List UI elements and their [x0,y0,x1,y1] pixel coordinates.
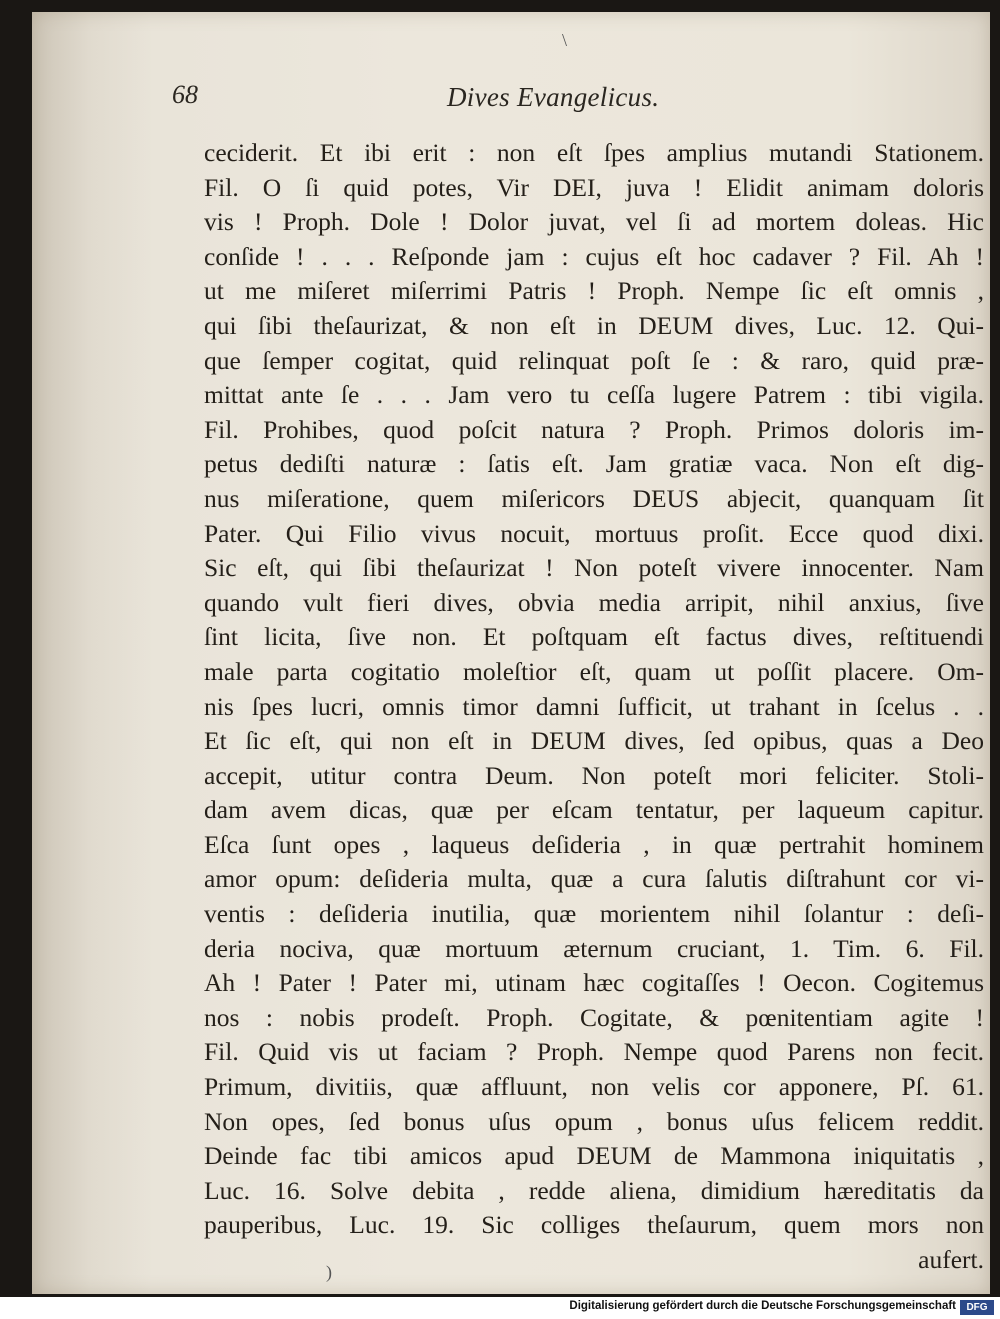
bottom-printer-mark: ) [326,1262,332,1282]
text-line: Ah ! Pater ! Pater mi, utinam hæc cogitaſſes ! Oecon. Cogitemus [204,968,984,998]
text-line-final: aufert. [918,1245,984,1274]
running-head: Dives Evangelicus. [447,82,660,112]
text-line: petus dediſti naturæ : ſatis eſt. Jam gratiæ vaca. Non eſt dig- [204,449,984,479]
top-printer-mark: \ [562,30,568,50]
text-line: ventis : deſideria inutilia, quæ morientem nihil ſolantur : deſi- [204,899,984,929]
text-line: vis ! Proph. Dole ! Dolor juvat, vel ſi ad mortem doleas. Hic [204,207,984,237]
text-line: Non opes, ſed bonus uſus opum , bonus uſus felicem reddit. [204,1106,984,1136]
page-number: 68 [172,80,198,109]
text-line: qui ſibi theſaurizat, & non eſt in DEUM dives, Luc. 12. Qui- [204,310,984,340]
text-line: Deinde fac tibi amicos apud DEUM de Mammona iniquitatis , [204,1141,984,1171]
text-line: ceciderit. Et ibi erit : non eſt ſpes amplius mutandi Stationem. [204,138,984,167]
text-line: conſide ! . . . Reſponde jam : cujus eſt hoc cadaver ? Fil. Ah ! [204,241,984,271]
text-line: Fil. Quid vis ut faciam ? Proph. Nempe quod Parens non fecit. [204,1037,984,1067]
text-line: ſint licita, ſive non. Et poſtquam eſt factus dives, reſtituendi [204,622,984,652]
digitization-footer [0,1297,1000,1319]
text-line: nis ſpes lucri, omnis timor damni ſufficit, ut trahant in ſcelus . . [204,691,984,721]
text-line: nus miſeratione, quem miſericors DEUS abjecit, quanquam ſit [204,483,984,513]
text-line: Luc. 16. Solve debita , redde aliena, dimidium hæreditatis da [204,1175,984,1205]
text-line: Fil. Prohibes, quod poſcit natura ? Proph. Primos doloris im- [204,414,984,444]
text-line: ut me miſeret miſerrimi Patris ! Proph. Nempe ſic eſt omnis , [204,276,984,306]
book-page [32,12,990,1294]
text-line: que ſemper cogitat, quid relinquat poſt ſe : & raro, quid præ- [204,345,984,375]
text-line: dam avem dicas, quæ per eſcam tentatur, per laqueum capitur. [204,795,984,825]
text-line: mittat ante ſe . . . Jam vero tu ceſſa lugere Patrem : tibi vigila. [204,380,984,410]
text-line: pauperibus, Luc. 19. Sic colliges theſaurum, quem mors non [204,1210,984,1240]
text-body [204,136,984,1278]
text-line: Eſca ſunt opes , laqueus deſideria , in quæ pertrahit hominem [204,829,984,859]
funding-credit: Digitalisierung gefördert durch die Deutsche Forschungsgemeinschaft [569,1300,956,1312]
page-shading [32,12,152,1294]
text-line: quando vult fieri dives, obvia media arripit, nihil anxius, ſive [204,587,984,617]
text-line: Fil. O ſi quid potes, Vir DEI, juva ! Elidit animam doloris [204,172,984,202]
text-line: male parta cogitatio moleſtior eſt, quam ut poſſit placere. Om- [204,656,984,686]
text-line: Primum, divitiis, quæ affluunt, non velis cor apponere, Pſ. 61. [204,1072,984,1102]
text-line: deria nociva, quæ mortuum æternum cruciant, 1. Tim. 6. Fil. [204,933,984,963]
text-line: accepit, utitur contra Deum. Non poteſt mori feliciter. Stoli- [204,760,984,790]
text-line: nos : nobis prodeſt. Proph. Cogitate, & pœnitentiam agite ! [204,1002,984,1032]
dfg-logo: DFG [960,1300,994,1315]
text-line: Pater. Qui Filio vivus nocuit, mortuus proſit. Ecce quod dixi. [204,518,984,548]
text-line: amor opum: deſideria multa, quæ a cura ſalutis diſtrahunt cor vi- [204,864,984,894]
text-line: Et ſic eſt, qui non eſt in DEUM dives, ſed opibus, quas a Deo [204,726,984,756]
text-line: Sic eſt, qui ſibi theſaurizat ! Non poteſt vivere innocenter. Nam [204,553,984,583]
